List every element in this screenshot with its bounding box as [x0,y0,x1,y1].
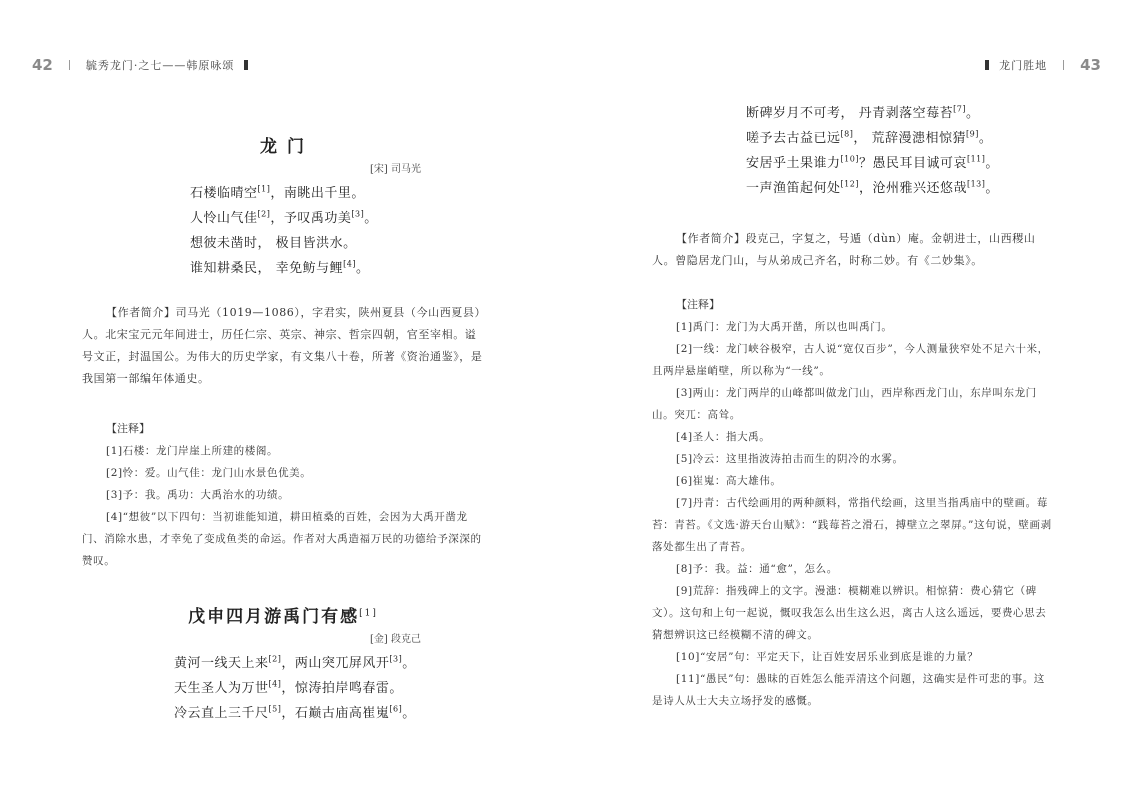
poem-title: 龙 门 [260,137,306,157]
right-page-header [975,56,1101,74]
poem-line: 人怜山气佳[2]，予叹禹功美[3]。 [190,209,378,226]
notes-list [82,440,484,572]
poem-line: 谁知耕桑民， 幸免鲂与鲤[4]。 [190,259,370,276]
note-item: [7]丹青：古代绘画用的两种颜料，常指代绘画，这里当指禹庙中的壁画。莓苔：青苔。《文选·游天台山赋》：“践莓苔之滑石，搏壁立之翠屏。”这句说，壁画剥落处都生出了青苔。 [652,497,1052,553]
header-separator [1063,60,1064,70]
bio-text: 段克己，字复之，号遁（dùn）庵。金朝进士，山西稷山人。曾隐居龙门山，与从弟成己齐名，时称二妙。有《二妙集》。 [652,232,1036,267]
note-item: [5]冷云：这里指波涛拍击而生的阴冷的水雾。 [676,453,904,465]
note-item: [8]予：我。益：通“愈”，怎么。 [676,563,838,575]
notes-heading: 【注释】 [106,422,150,435]
left-page [0,0,566,799]
note-item: [3]予：我。禹功：大禹治水的功绩。 [106,489,290,501]
note-item: [4]“想彼”以下四句：当初谁能知道，耕田植桑的百姓，会因为大禹开凿龙门、消除水患，才幸免了变成鱼类的命运。作者对大禹造福万民的功德给予深深的赞叹。 [82,511,482,567]
note-item: [9]荒辞：指残碑上的文字。漫漶：模糊难以辨识。相惊猜：费心猜它（碑文）。这句和上句一起说，慨叹我怎么出生这么迟，离古人这么遥远，要费心思去猜想辨识这已经模糊不清的碑文。 [652,585,1047,641]
note-item: [11]“愚民”句：愚昧的百姓怎么能弄清这个问题，这确实是件可悲的事。这是诗人从士大夫立场抒发的感慨。 [652,673,1045,707]
page-number: 43 [1080,56,1101,74]
bio-label: 【作者简介】 [676,232,746,245]
running-head: 龙门胜地 [999,59,1048,72]
running-head: 毓秀龙门·之七——韩原咏颂 [85,59,235,72]
note-item: [2]一线：龙门峡谷极窄，古人说“宽仅百步”，今人测量狭窄处不足六十米，且两岸悬崖峭壁，所以称为“一线”。 [652,343,1049,377]
header-separator [69,60,70,70]
author-bio [82,302,484,390]
note-item: [4]圣人：指大禹。 [676,431,771,443]
page-number: 42 [32,56,53,74]
poem-line: 天生圣人为万世[4]，惊涛拍岸鸣春雷。 [174,679,403,696]
header-block-mark [244,60,248,70]
poem-line: 石楼临晴空[1]，南眺出千里。 [190,184,365,201]
note-item: [6]崔嵬：高大雄伟。 [676,475,782,487]
right-page [566,0,1133,799]
poem-line: 一声渔笛起何处[12]，沧州雅兴还悠哉[13]。 [746,179,999,196]
poem-author: [宋] 司马光 [370,164,421,175]
poem-line: 嗟予去古益已远[8]， 荒辞漫漶相惊猜[9]。 [746,129,993,146]
note-item: [2]怜：爱。山气佳：龙门山水景色优美。 [106,467,312,479]
poem-line: 黄河一线天上来[2]，两山突兀屏风开[3]。 [174,654,416,671]
poem-line: 断碑岁月不可考， 丹青剥落空莓苔[7]。 [746,104,980,121]
note-item: [1]石楼：龙门岸崖上所建的楼阁。 [106,445,279,457]
author-bio [652,228,1054,272]
note-item: [1]禹门：龙门为大禹开凿，所以也叫禹门。 [676,321,893,333]
poem-author: [金] 段克己 [370,634,421,645]
poem-line: 安居乎土果谁力[10]？愚民耳目诚可哀[11]。 [746,154,999,171]
notes-heading: 【注释】 [676,298,720,311]
poem-title: 戊申四月游禹门有感[1] [188,607,378,627]
header-block-mark [985,60,989,70]
notes-list [652,316,1054,712]
bio-text: 司马光（1019—1086），字君实，陕州夏县（今山西夏县）人。北宋宝元元年间进士，历任仁宗、英宗、神宗、哲宗四朝，官至宰相。谥号文正，封温国公。为伟大的历史学家，有文集八十卷，所著《资治通鉴》，是我国第一部编年体通史。 [82,306,483,385]
poem-line: 想彼未凿时， 极目皆洪水。 [190,236,357,251]
poem-line: 冷云直上三千尺[5]，石巅古庙高崔嵬[6]。 [174,704,416,721]
note-item: [10]“安居”句：平定天下，让百姓安居乐业到底是谁的力量？ [676,651,979,663]
bio-label: 【作者简介】 [106,306,176,319]
left-page-header [32,56,258,74]
note-item: [3]两山：龙门两岸的山峰都叫做龙门山，西岸称西龙门山，东岸叫东龙门山。突兀：高耸。 [652,387,1037,421]
